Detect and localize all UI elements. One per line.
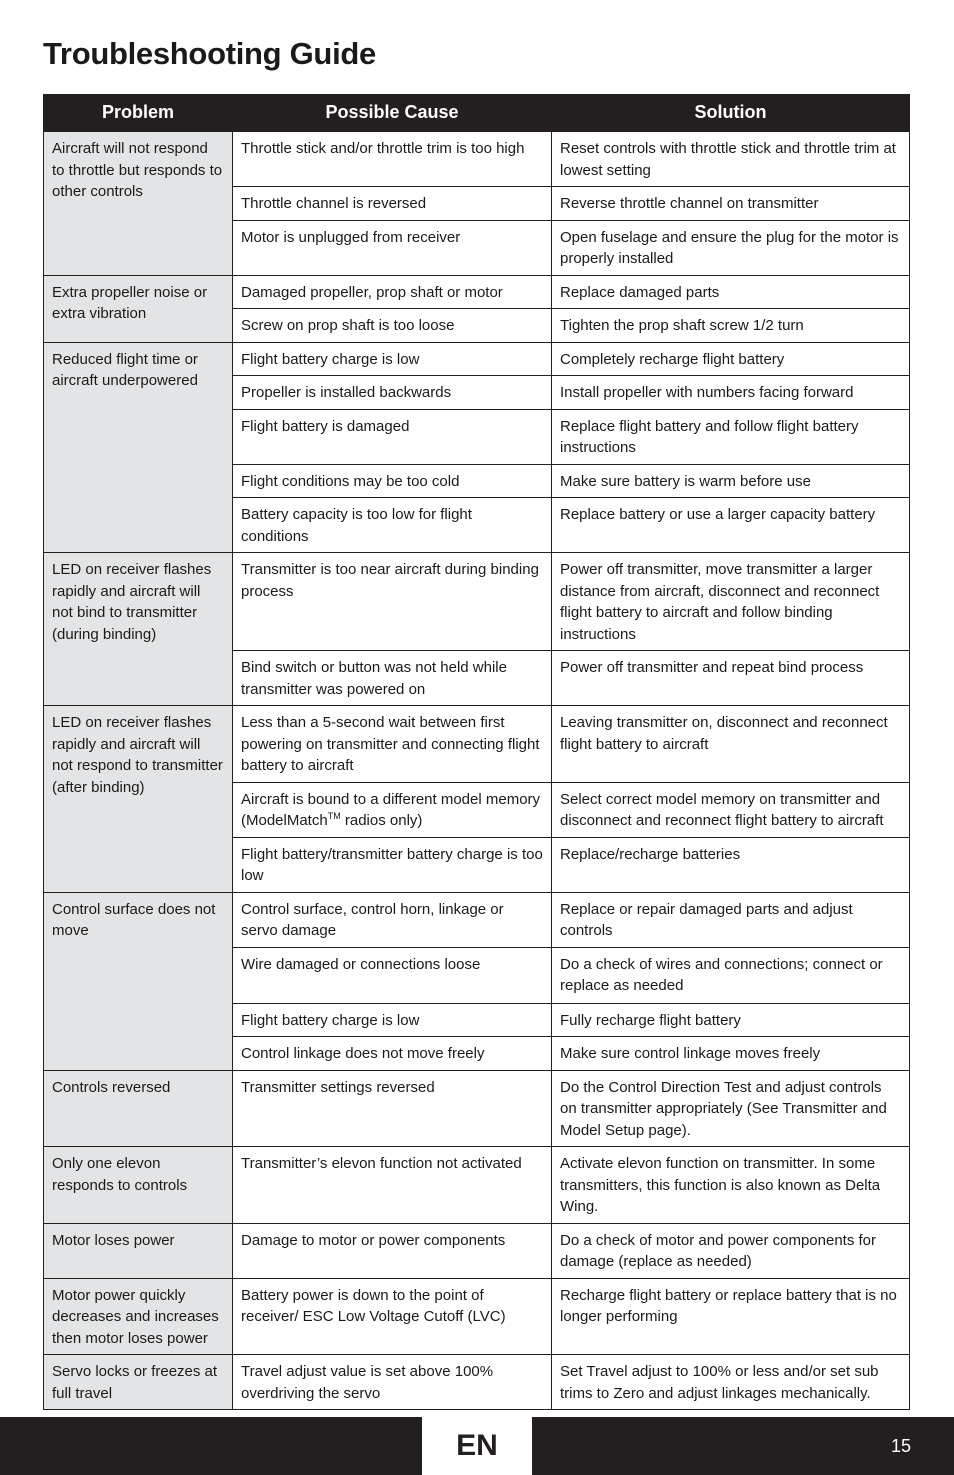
problem-cell: Motor power quickly decreases and increases then motor loses power: [44, 1278, 233, 1355]
cause-cell: Damage to motor or power components: [233, 1223, 552, 1278]
solution-cell: Fully recharge flight battery: [552, 1003, 910, 1037]
table-row: [44, 1355, 910, 1410]
solution-cell: Replace or repair damaged parts and adjust controls: [552, 892, 910, 947]
cause-cell: Flight conditions may be too cold: [233, 464, 552, 498]
table-row: [44, 553, 910, 651]
cause-cell: Flight battery is damaged: [233, 409, 552, 464]
cause-cell: Throttle channel is reversed: [233, 187, 552, 221]
solution-cell: Replace battery or use a larger capacity battery: [552, 498, 910, 553]
problem-cell: Aircraft will not respond to throttle but responds to other controls: [44, 132, 233, 276]
table-row: [44, 132, 910, 187]
solution-cell: Do a check of wires and connections; connect or replace as needed: [552, 947, 910, 1003]
solution-cell: Tighten the prop shaft screw 1/2 turn: [552, 309, 910, 343]
troubleshooting-table: [43, 94, 910, 1410]
solution-cell: Open fuselage and ensure the plug for the motor is properly installed: [552, 220, 910, 275]
table-row: [44, 275, 910, 309]
language-label: EN: [456, 1429, 498, 1462]
solution-cell: Do a check of motor and power components for damage (replace as needed): [552, 1223, 910, 1278]
solution-cell: Set Travel adjust to 100% or less and/or set sub trims to Zero and adjust linkages mechanically.: [552, 1355, 910, 1410]
footer-bar-left: [0, 1417, 422, 1475]
cause-cell: Flight battery charge is low: [233, 342, 552, 376]
table-body: [44, 132, 910, 1410]
page-number: 15: [890, 1435, 911, 1456]
cause-cell: Flight battery/transmitter battery charge is too low: [233, 837, 552, 892]
column-header-solution: Solution: [552, 94, 910, 132]
table-row: [44, 706, 910, 783]
cause-cell: [233, 782, 552, 837]
cause-cell: Throttle stick and/or throttle trim is too high: [233, 132, 552, 187]
cause-cell: Screw on prop shaft is too loose: [233, 309, 552, 343]
solution-cell: Reset controls with throttle stick and throttle trim at lowest setting: [552, 132, 910, 187]
problem-cell: Only one elevon responds to controls: [44, 1147, 233, 1224]
cause-text: Aircraft is bound to a different model memory (ModelMatch: [241, 790, 541, 829]
cause-cell: Control surface, control horn, linkage or servo damage: [233, 892, 552, 947]
solution-cell: Replace/recharge batteries: [552, 837, 910, 892]
problem-cell: Reduced flight time or aircraft underpowered: [44, 342, 233, 553]
solution-cell: Activate elevon function on transmitter. In some transmitters, this function is also known as Delta Wing.: [552, 1147, 910, 1224]
table-row: [44, 342, 910, 376]
problem-cell: Extra propeller noise or extra vibration: [44, 275, 233, 342]
cause-cell: Damaged propeller, prop shaft or motor: [233, 275, 552, 309]
cause-cell: Transmitter’s elevon function not activated: [233, 1147, 552, 1224]
solution-cell: Power off transmitter and repeat bind process: [552, 651, 910, 706]
solution-cell: Select correct model memory on transmitter and disconnect and reconnect flight battery to aircraft: [552, 782, 910, 837]
problem-cell: Motor loses power: [44, 1223, 233, 1278]
page-title: Troubleshooting Guide: [43, 36, 376, 71]
solution-cell: Make sure control linkage moves freely: [552, 1037, 910, 1071]
cause-cell: Wire damaged or connections loose: [233, 947, 552, 1003]
column-header-possible-cause: Possible Cause: [233, 94, 552, 132]
table-row: [44, 1278, 910, 1355]
solution-cell: Replace damaged parts: [552, 275, 910, 309]
problem-cell: LED on receiver flashes rapidly and aircraft will not bind to transmitter (during binding): [44, 553, 233, 706]
solution-cell: Completely recharge flight battery: [552, 342, 910, 376]
problem-cell: Servo locks or freezes at full travel: [44, 1355, 233, 1410]
solution-cell: Leaving transmitter on, disconnect and reconnect flight battery to aircraft: [552, 706, 910, 783]
table-row: [44, 1223, 910, 1278]
table-row: [44, 1147, 910, 1224]
solution-cell: Make sure battery is warm before use: [552, 464, 910, 498]
column-header-problem: Problem: [44, 94, 233, 132]
trademark-mark: TM: [327, 811, 341, 821]
cause-cell: Transmitter is too near aircraft during binding process: [233, 553, 552, 651]
table-row: [44, 1070, 910, 1147]
cause-cell: Battery capacity is too low for flight conditions: [233, 498, 552, 553]
cause-cell: Travel adjust value is set above 100% overdriving the servo: [233, 1355, 552, 1410]
cause-cell: Battery power is down to the point of receiver/ ESC Low Voltage Cutoff (LVC): [233, 1278, 552, 1355]
table-header-row: [44, 94, 910, 132]
cause-cell: Bind switch or button was not held while transmitter was powered on: [233, 651, 552, 706]
problem-cell: Controls reversed: [44, 1070, 233, 1147]
problem-cell: LED on receiver flashes rapidly and aircraft will not respond to transmitter (after binding): [44, 706, 233, 893]
table-row: [44, 892, 910, 947]
cause-cell: Less than a 5-second wait between first powering on transmitter and connecting flight battery to aircraft: [233, 706, 552, 783]
problem-cell: Control surface does not move: [44, 892, 233, 1070]
solution-cell: Do the Control Direction Test and adjust controls on transmitter appropriately (See Transmitter and Model Setup page).: [552, 1070, 910, 1147]
solution-cell: Recharge flight battery or replace battery that is no longer performing: [552, 1278, 910, 1355]
cause-cell: Transmitter settings reversed: [233, 1070, 552, 1147]
solution-cell: Reverse throttle channel on transmitter: [552, 187, 910, 221]
solution-cell: Power off transmitter, move transmitter a larger distance from aircraft, disconnect and reconnect flight battery to aircraft and follow binding instructions: [552, 553, 910, 651]
cause-cell: Control linkage does not move freely: [233, 1037, 552, 1071]
cause-cell: Flight battery charge is low: [233, 1003, 552, 1037]
solution-cell: Install propeller with numbers facing forward: [552, 376, 910, 410]
cause-cell: Motor is unplugged from receiver: [233, 220, 552, 275]
solution-cell: Replace flight battery and follow flight battery instructions: [552, 409, 910, 464]
cause-cell: Propeller is installed backwards: [233, 376, 552, 410]
cause-text-continued: radios only): [340, 812, 423, 829]
